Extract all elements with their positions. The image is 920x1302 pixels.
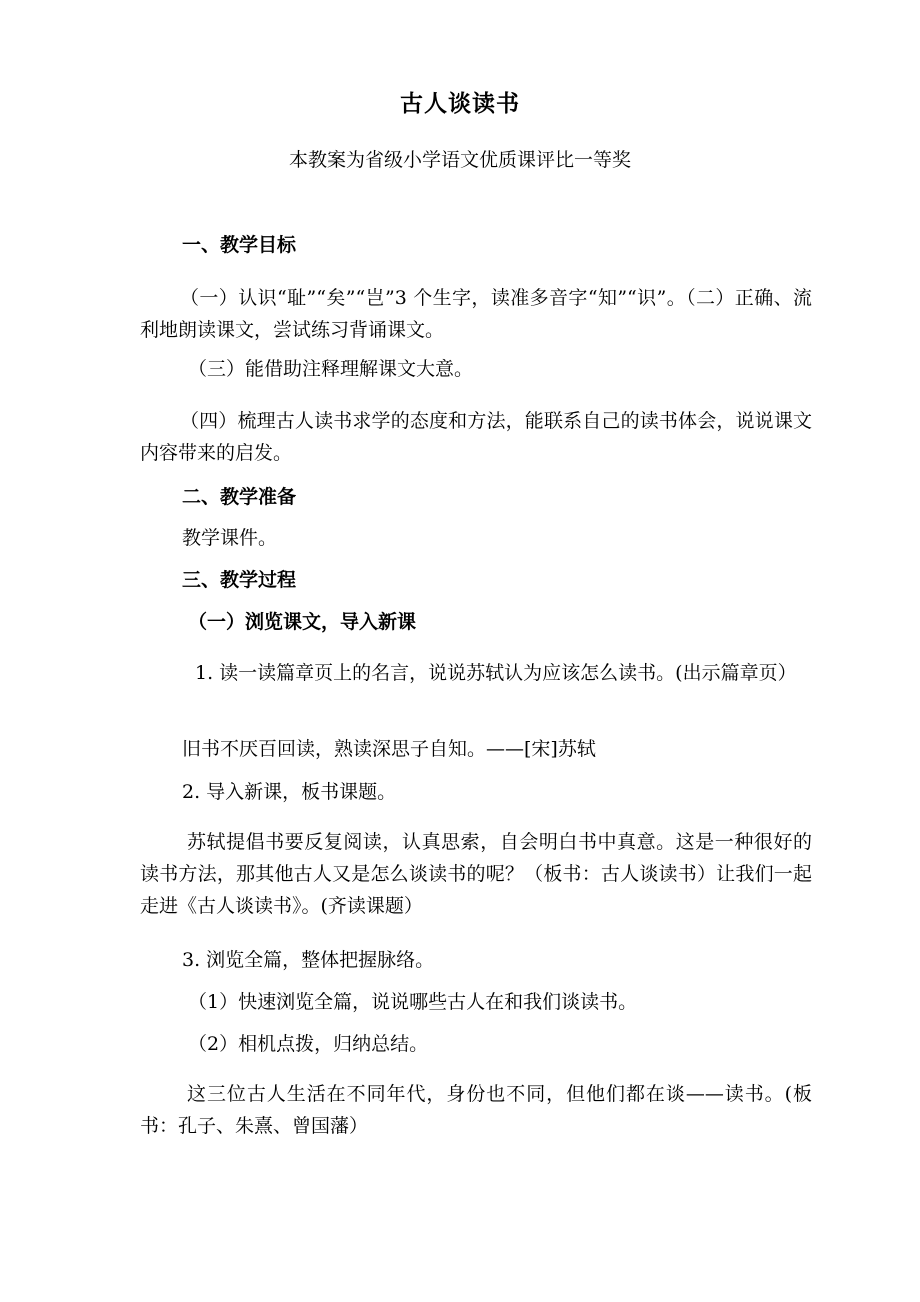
objective-paragraph-3: （三）能借助注释理解课文大意。 [188, 358, 474, 380]
quote-line: 旧书不厌百回读，熟读深思子自知。——[宋]苏轼 [182, 738, 596, 760]
objective-paragraph-4: （四）梳理古人读书求学的态度和方法，能联系自己的读书体会，说说课文内容带来的启发。 [140, 410, 812, 464]
objective-paragraph-1: （一）认识“耻”“矣”“岂”3 个生字，读准多音字“知”“识”。（二）正确、流利地朗读课文，尝试练习背诵课文。 [140, 287, 812, 341]
preparation-paragraph: 教学课件。 [182, 527, 278, 549]
section-heading-preparation: 二、教学准备 [182, 486, 297, 508]
section-heading-objectives: 一、教学目标 [182, 234, 297, 256]
process-paragraph-1: 1. 读一读篇章页上的名言，说说苏轼认为应该怎么读书。(出示篇章页） [195, 662, 797, 684]
process-item-1: （1）快速浏览全篇，说说哪些古人在和我们谈读书。 [188, 991, 638, 1013]
process-paragraph-2: 2. 导入新课，板书课题。 [182, 781, 397, 803]
process-item-2: （2）相机点拨，归纳总结。 [188, 1033, 429, 1055]
process-paragraph-5: 这三位古人生活在不同年代，身份也不同，但他们都在谈——读书。(板书：孔子、朱熹、曾国藩） [140, 1083, 812, 1137]
process-paragraph-3: 苏轼提倡书要反复阅读，认真思索，自会明白书中真意。这是一种很好的读书方法，那其他古人又是怎么谈读书的呢？（板书：古人谈读书）让我们一起走进《古人谈读书》。(齐读课题） [140, 831, 812, 917]
document-title: 古人谈读书 [400, 91, 520, 117]
process-paragraph-4: 3. 浏览全篇，整体把握脉络。 [182, 949, 435, 971]
subsection-heading-1: （一）浏览课文，导入新课 [188, 611, 417, 633]
section-heading-process: 三、教学过程 [182, 569, 297, 591]
document-subtitle: 本教案为省级小学语文优质课评比一等奖 [288, 149, 631, 171]
